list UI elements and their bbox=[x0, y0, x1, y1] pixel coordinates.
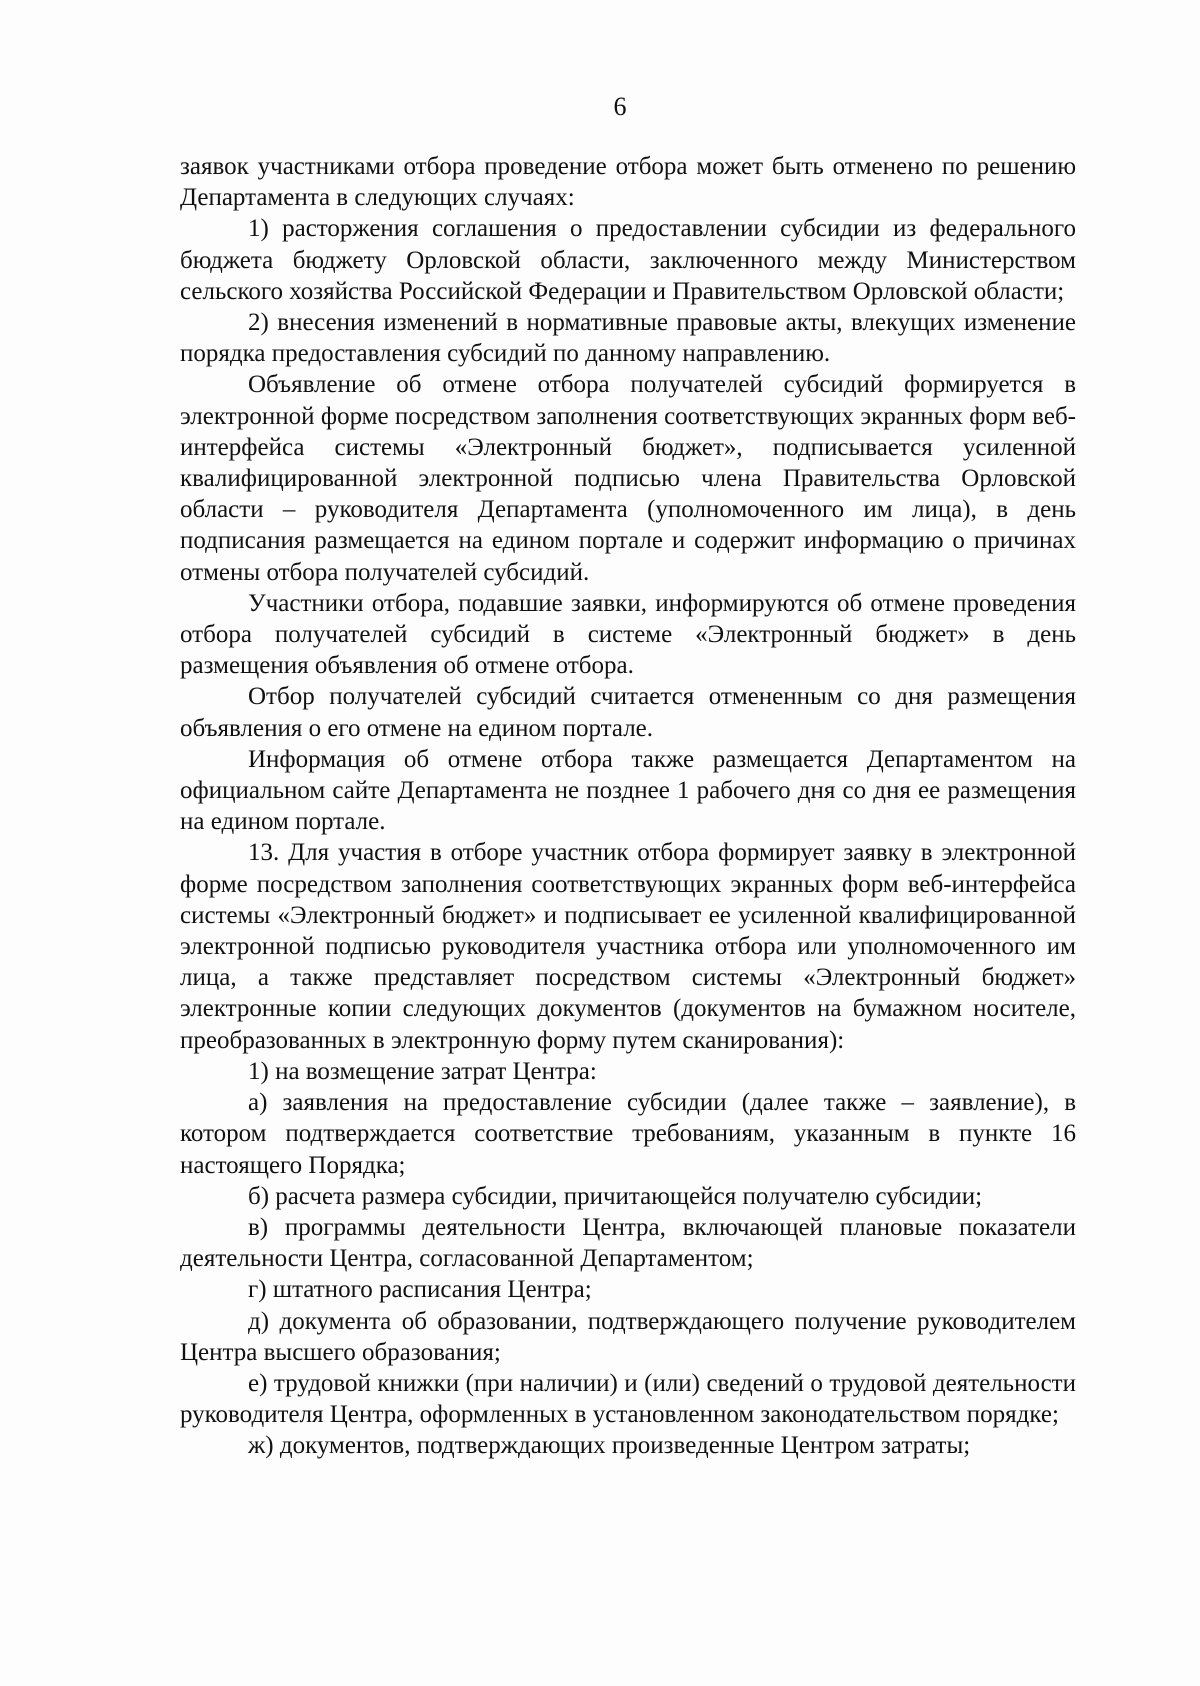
paragraph-continuation: заявок участниками отбора проведение отбора может быть отменено по решению Департамента в следующих случаях: bbox=[180, 153, 1076, 212]
paragraph-item-b: б) расчета размера субсидии, причитающейся получателю субсидии; bbox=[248, 1182, 983, 1210]
paragraph-selection-cancelled: Отбор получателей субсидий считается отмененным со дня размещения объявления о его отмене на едином портале. bbox=[180, 683, 1076, 742]
paragraph-item-1-costs: 1) на возмещение затрат Центра: bbox=[248, 1057, 597, 1085]
paragraph-item-g: г) штатного расписания Центра; bbox=[248, 1276, 592, 1304]
document-body bbox=[180, 151, 1076, 1462]
paragraph-participants-informed: Участники отбора, подавшие заявки, информируются об отмене проведения отбора получателей субсидий в системе «Электронный бюджет» в день размещения объявления об отмене отбора. bbox=[180, 589, 1076, 680]
paragraph-item-1: 1) расторжения соглашения о предоставлении субсидии из федерального бюджета бюджету Орловской области, заключенного между Министерством сельского хозяйства Российской Федерации и Правительством Орловской области; bbox=[180, 215, 1076, 305]
paragraph-item-d: д) документа об образовании, подтверждающего получение руководителем Центра высшего образования; bbox=[180, 1307, 1076, 1366]
paragraph-item-e: е) трудовой книжки (при наличии) и (или) сведений о трудовой деятельности руководителя Центра, оформленных в установленном законодательством порядке; bbox=[180, 1369, 1076, 1429]
paragraph-section-13: 13. Для участия в отборе участник отбора формирует заявку в электронной форме посредством заполнения соответствующих экранных форм веб-интерфейса системы «Электронный бюджет» и подписывает ее усиленной квалифицированной электронной подписью руководителя участника отбора или уполномоченного им лица, а также представляет посредством системы «Электронный бюджет» электронные копии следующих документов (документов на бумажном носителе, преобразованных в электронную форму путем сканирования): bbox=[180, 839, 1076, 1054]
page-number: 6 bbox=[613, 92, 627, 121]
paragraph-item-zh: ж) документов, подтверждающих произведенные Центром затраты; bbox=[248, 1432, 971, 1460]
paragraph-official-site: Информация об отмене отбора также размещается Департаментом на официальном сайте Департамента не позднее 1 рабочего дня со дня ее размещения на едином портале. bbox=[180, 745, 1076, 836]
paragraph-item-v: в) программы деятельности Центра, включающей плановые показатели деятельности Центра, согласованной Департаментом; bbox=[180, 1213, 1076, 1273]
paragraph-item-a: а) заявления на предоставление субсидии (далее также – заявление), в котором подтверждается соответствие требованиям, указанным в пункте 16 настоящего Порядка; bbox=[180, 1089, 1076, 1179]
paragraph-item-2: 2) внесения изменений в нормативные правовые акты, влекущих изменение порядка предоставления субсидий по данному направлению. bbox=[180, 309, 1076, 368]
paragraph-cancel-announcement: Объявление об отмене отбора получателей субсидий формируется в электронной форме посредством заполнения соответствующих экранных форм веб-интерфейса системы «Электронный бюджет», подписывается усиленной квалифицированной электронной подписью члена Правительства Орловской области – руководителя Департамента (уполномоченного им лица), в день подписания размещается на едином портале и содержит информацию о причинах отмены отбора получателей субсидий. bbox=[180, 371, 1076, 586]
